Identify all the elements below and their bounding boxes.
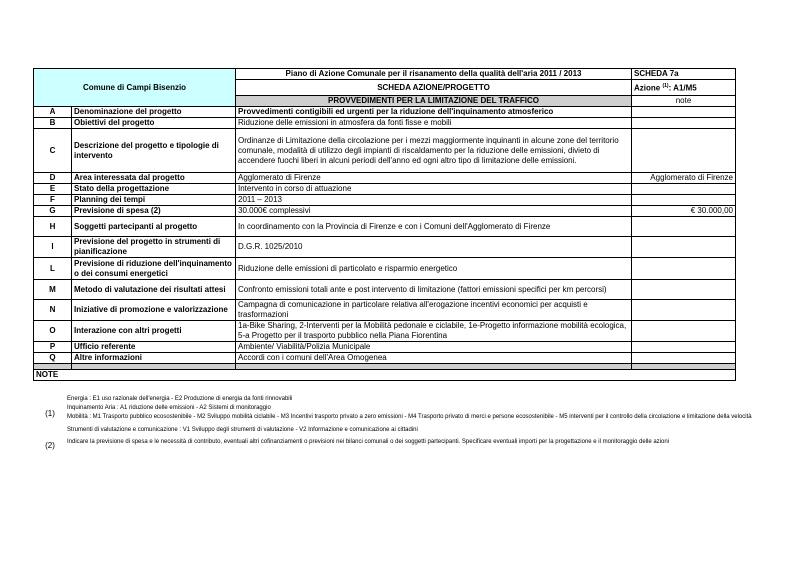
row-note [632, 237, 736, 258]
row-label: Denominazione del progetto [72, 107, 236, 118]
row-label: Planning dei tempi [72, 195, 236, 206]
table-row [34, 118, 736, 129]
row-note [632, 129, 736, 173]
footnote-1-text [67, 395, 753, 435]
footnote-1-line: Strumenti di valutazione e comunicazione : V1 Sviluppo degli strumenti di valutazione - V2 Informazione e comunicazione ai cittadini [67, 427, 418, 433]
table-row [34, 342, 736, 353]
row-label: Ufficio referente [72, 342, 236, 353]
footnote-2-text: Indicare la previsione di spesa e le necessità di contributo, eventuali altri cofinanziamenti o previsioni nei bilanci comunali o dei soggetti partecipanti. Specificare eventuali importi per la progettazione e il monitoraggio delle azioni [67, 439, 670, 445]
row-value: Provvedimenti contigibili ed urgenti per la riduzione dell'inquinamento atmosferico [236, 107, 632, 118]
row-label: Area interessata dal progetto [72, 173, 236, 184]
row-label: Stato della progettazione [72, 184, 236, 195]
row-value: Campagna di comunicazione in particolare relativa all'erogazione incentivi economici per acquisti e trasformazioni [236, 300, 632, 321]
table-row [34, 353, 736, 364]
row-letter: P [34, 342, 72, 353]
row-label: Iniziative di promozione e valorizzazione [72, 300, 236, 321]
row-letter: Q [34, 353, 72, 364]
row-value: Ambiente/ Viabilità/Polizia Municipale [236, 342, 632, 353]
table-row [34, 173, 736, 184]
row-value: Accordi con i comuni dell'Area Omogenea [236, 353, 632, 364]
azione-value: : A1/M5 [668, 83, 697, 93]
row-note [632, 258, 736, 280]
footnote-2 [33, 438, 753, 450]
row-letter: F [34, 195, 72, 206]
piano-title: Piano di Azione Comunale per il risanamento della qualità dell'aria 2011 / 2013 [236, 69, 632, 80]
footnote-1 [33, 395, 753, 435]
footnote-2-number: (2) [45, 441, 55, 450]
footnote-1-line: Inquinamento Aria : A1 riduzione delle emissioni - A2 Sistemi di monitoraggio [67, 405, 271, 411]
row-value: Ordinanze di Limitazione della circolazione per i mezzi maggiormente inquinanti in alcune zone del territorio comunale, modalità di utilizzo degli impianti di riscaldamento per la riduzione delle emissioni, divieto di accendere fuochi liberi in alcuni periodi dell'anno ed ogni altro tipo di limitazione delle emissioni. [236, 129, 632, 173]
scheda-title: SCHEDA AZIONE/PROGETTO [236, 80, 632, 96]
row-letter: I [34, 237, 72, 258]
row-label: Soggetti partecipanti al progetto [72, 217, 236, 237]
row-letter: L [34, 258, 72, 280]
table-row [34, 107, 736, 118]
note-column-header: note [632, 96, 736, 107]
footnote-1-number: (1) [45, 409, 55, 418]
row-value: D.G.R. 1025/2010 [236, 237, 632, 258]
footnote-1-line: Mobilità : M1 Trasporto pubblico ecosostenibile - M2 Sviluppo mobilità ciclabile - M3 Incentivi trasporto privato a zero emissioni - M4 Trasporto privato di merci e persone ecosostenibile - M5 interventi per il controllo della circolazione e limitazione della velocità [67, 414, 752, 420]
note-row [34, 370, 736, 381]
row-value: Intervento in corso di attuazione [236, 184, 632, 195]
row-label: Previsione del progetto in strumenti di pianificazione [72, 237, 236, 258]
scheda-table [33, 68, 736, 381]
row-label: Previsione di riduzione dell'inquinamento o dei consumi energetici [72, 258, 236, 280]
row-note [632, 353, 736, 364]
row-note [632, 321, 736, 342]
row-note: € 30.000,00 [632, 206, 736, 217]
azione-code [632, 80, 736, 96]
row-note [632, 342, 736, 353]
scheda-sheet [33, 68, 735, 381]
row-value: 2011 – 2013 [236, 195, 632, 206]
row-note [632, 184, 736, 195]
row-letter: M [34, 280, 72, 300]
table-row [34, 184, 736, 195]
table-row [34, 206, 736, 217]
azione-footnote-ref: (1) [662, 83, 669, 90]
row-label: Descrizione del progetto e tipologie di intervento [72, 129, 236, 173]
table-row [34, 195, 736, 206]
row-letter: O [34, 321, 72, 342]
header-row-1 [34, 69, 736, 80]
row-note [632, 107, 736, 118]
row-note [632, 195, 736, 206]
provvedimenti-title: PROVVEDIMENTI PER LA LIMITAZIONE DEL TRAFFICO [236, 96, 632, 107]
scheda-number: SCHEDA 7a [632, 69, 736, 80]
row-value: 30.000€ complessivi [236, 206, 632, 217]
row-letter: G [34, 206, 72, 217]
row-value: Riduzione delle emissioni in atmosfera da fonti fisse e mobili [236, 118, 632, 129]
table-row [34, 300, 736, 321]
row-note: Agglomerato di Firenze [632, 173, 736, 184]
row-label: Metodo di valutazione dei risultati attesi [72, 280, 236, 300]
footnote-1-line: Energia : E1 uso razionale dell'energia - E2 Produzione di energia da fonti rinnovabili [67, 396, 293, 402]
row-note [632, 280, 736, 300]
table-row [34, 217, 736, 237]
row-label: Interazione con altri progetti [72, 321, 236, 342]
comune-name: Comune di Campi Bisenzio [34, 69, 236, 107]
row-value: Riduzione delle emissioni di particolato e risparmio energetico [236, 258, 632, 280]
row-label: Previsione di spesa (2) [72, 206, 236, 217]
row-note [632, 118, 736, 129]
note-label: NOTE [34, 370, 736, 381]
row-label: Altre informazioni [72, 353, 236, 364]
row-letter: D [34, 173, 72, 184]
azione-label: Azione [634, 83, 661, 93]
table-row [34, 258, 736, 280]
row-note [632, 300, 736, 321]
table-row [34, 321, 736, 342]
table-row [34, 280, 736, 300]
row-value: Agglomerato di Firenze [236, 173, 632, 184]
row-letter: A [34, 107, 72, 118]
row-value: 1a-Bike Sharing, 2-Interventi per la Mobilità pedonale e ciclabile, 1e-Progetto informazione mobilità ecologica, 5-a Progetto per il trasporto pubblico nella Piana Fiorentina [236, 321, 632, 342]
table-row [34, 129, 736, 173]
row-letter: B [34, 118, 72, 129]
table-row [34, 237, 736, 258]
row-letter: N [34, 300, 72, 321]
row-letter: C [34, 129, 72, 173]
row-letter: E [34, 184, 72, 195]
row-label: Obiettivi del progetto [72, 118, 236, 129]
row-value: In coordinamento con la Provincia di Firenze e con i Comuni dell'Agglomerato di Firenze [236, 217, 632, 237]
row-note [632, 217, 736, 237]
row-value: Confronto emissioni totali ante e post intervento di limitazione (fattori emissioni specifici per km percorsi) [236, 280, 632, 300]
row-letter: H [34, 217, 72, 237]
footnotes [33, 395, 753, 450]
